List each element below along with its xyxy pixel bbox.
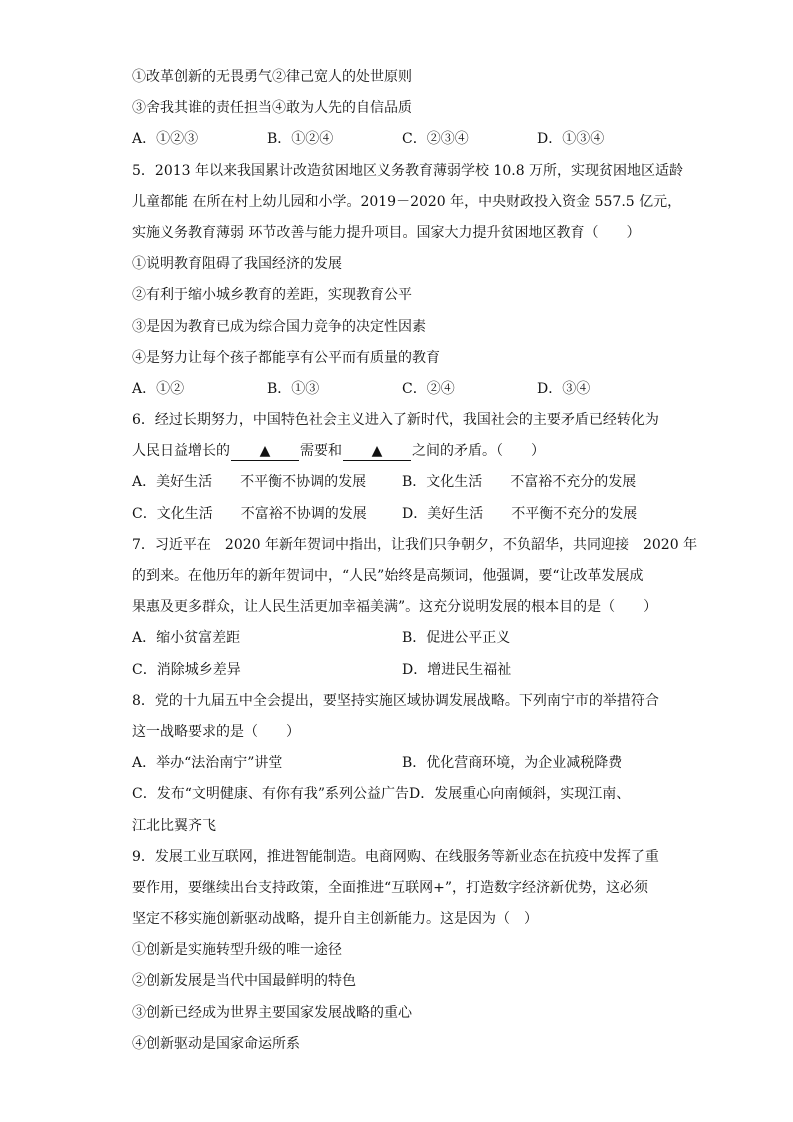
q4-option-a: A．①②③ <box>132 131 199 148</box>
q5-stem-line-3: 实施义务教育薄弱 环节改善与能力提升项目。国家大力提升贫困地区教育（ ） <box>132 224 641 241</box>
q7-stem-line-2: 的到来。在他历年的新年贺词中，“人民”始终是高频词，他强调，要“让改革发展成 <box>132 568 644 584</box>
q4-option-d: D．①③④ <box>537 131 605 148</box>
q8-option-c: C．发布“文明健康、有你有我”系列公益广告 <box>132 786 410 803</box>
q8-stem-line-2: 这一战略要求的是（ ） <box>132 723 300 740</box>
q6-stem-line-2 <box>132 436 672 467</box>
q5-options <box>132 374 672 405</box>
q5-option-b: B．①③ <box>267 380 320 397</box>
q9-statement-2: ②创新发展是当代中国最鲜明的特色 <box>132 973 356 990</box>
q9-stem-line-2: 要作用，要继续出台支持政策，全面推进“互联网+”，打造数字经济新优势，这必须 <box>132 879 649 896</box>
q7-option-c: C．消除城乡差异 <box>132 661 241 678</box>
q9-statement-4: ④创新驱动是国家命运所系 <box>132 1035 300 1052</box>
q5-statement-3: ③是因为教育已成为综合国力竞争的决定性因素 <box>132 318 426 335</box>
q8-option-d: D．发展重心向南倾斜，实现江南、 <box>409 786 631 803</box>
q5-statement-1: ①说明教育阻碍了我国经济的发展 <box>132 256 342 273</box>
exam-page <box>132 62 698 1060</box>
q6-text-c: 之间的矛盾。（ ） <box>412 443 545 460</box>
q8-option-a: A．举办“法治南宁”讲堂 <box>132 755 283 772</box>
q7-option-d: D．增进民生福祉 <box>402 661 512 678</box>
q6-options-row-2 <box>132 499 672 530</box>
q8-option-d-continued: 江北比翼齐飞 <box>132 817 216 834</box>
q9-statement-3: ③创新已经成为世界主要国家发展战略的重心 <box>132 1004 412 1021</box>
q6-blank-2: ▲ <box>343 442 411 461</box>
q8-options-row-1 <box>132 748 672 779</box>
q5-statement-2: ②有利于缩小城乡教育的差距，实现教育公平 <box>132 287 412 304</box>
q7-stem-line-3: 果惠及更多群众，让人民生活更加幸福美满”。这充分说明发展的根本目的是（ ） <box>132 599 658 616</box>
q6-blank-1: ▲ <box>231 442 299 461</box>
q6-stem-line-1: 6．经过长期努力，中国特色社会主义进入了新时代，我国社会的主要矛盾已经转化为 <box>132 412 659 429</box>
q4-statement-2: ③舍我其谁的责任担当④敢为人先的自信品质 <box>132 100 412 117</box>
q6-options-row-1 <box>132 467 672 498</box>
q9-statement-1: ①创新是实施转型升级的唯一途径 <box>132 942 342 959</box>
q5-option-a: A．①② <box>132 380 185 397</box>
q5-stem-line-1: 5．2013 年以来我国累计改造贫困地区义务教育薄弱学校 10.8 万所，实现贫困地区适龄 <box>132 162 684 179</box>
q4-statement-1: ①改革创新的无畏勇气②律己宽人的处世原则 <box>132 69 412 85</box>
q6-option-b: B．文化生活 不富裕不充分的发展 <box>402 474 637 491</box>
q8-option-b: B．优化营商环境，为企业减税降费 <box>402 755 623 772</box>
q4-option-b: B．①②④ <box>267 131 334 148</box>
q8-options-row-2 <box>132 779 672 810</box>
q6-text-a: 人民日益增长的 <box>132 443 230 460</box>
q4-option-c: C．②③④ <box>402 131 469 148</box>
q5-stem-line-2: 儿童都能 在所在村上幼儿园和小学。2019－2020 年，中央财政投入资金 557.5 亿元， <box>132 193 682 210</box>
q5-option-d: D．③④ <box>537 380 591 397</box>
q9-stem-line-3: 坚定不移实施创新驱动战略，提升自主创新能力。这是因为（ ） <box>132 911 538 928</box>
q7-option-a: A．缩小贫富差距 <box>132 630 241 647</box>
q7-options-row-1 <box>132 623 672 654</box>
q4-options <box>132 124 672 155</box>
q7-stem-line-1: 7．习近平在 2020 年新年贺词中指出，让我们只争朝夕，不负韶华，共同迎接 2020 年 <box>132 536 698 553</box>
q7-options-row-2 <box>132 655 672 686</box>
q6-option-a: A．美好生活 不平衡不协调的发展 <box>132 474 367 491</box>
q6-text-b: 需要和 <box>300 443 342 460</box>
q8-stem-line-1: 8．党的十九届五中全会提出，要坚持实施区域协调发展战略。下列南宁市的举措符合 <box>132 692 659 709</box>
q7-option-b: B．促进公平正义 <box>402 630 511 647</box>
q9-stem-line-1: 9．发展工业互联网，推进智能制造。电商网购、在线服务等新业态在抗疫中发挥了重 <box>132 848 659 865</box>
q5-option-c: C．②④ <box>402 380 455 397</box>
q6-option-d: D．美好生活 不平衡不充分的发展 <box>402 505 638 522</box>
q5-statement-4: ④是努力让每个孩子都能享有公平而有质量的教育 <box>132 349 440 366</box>
q6-option-c: C．文化生活 不富裕不协调的发展 <box>132 505 367 522</box>
